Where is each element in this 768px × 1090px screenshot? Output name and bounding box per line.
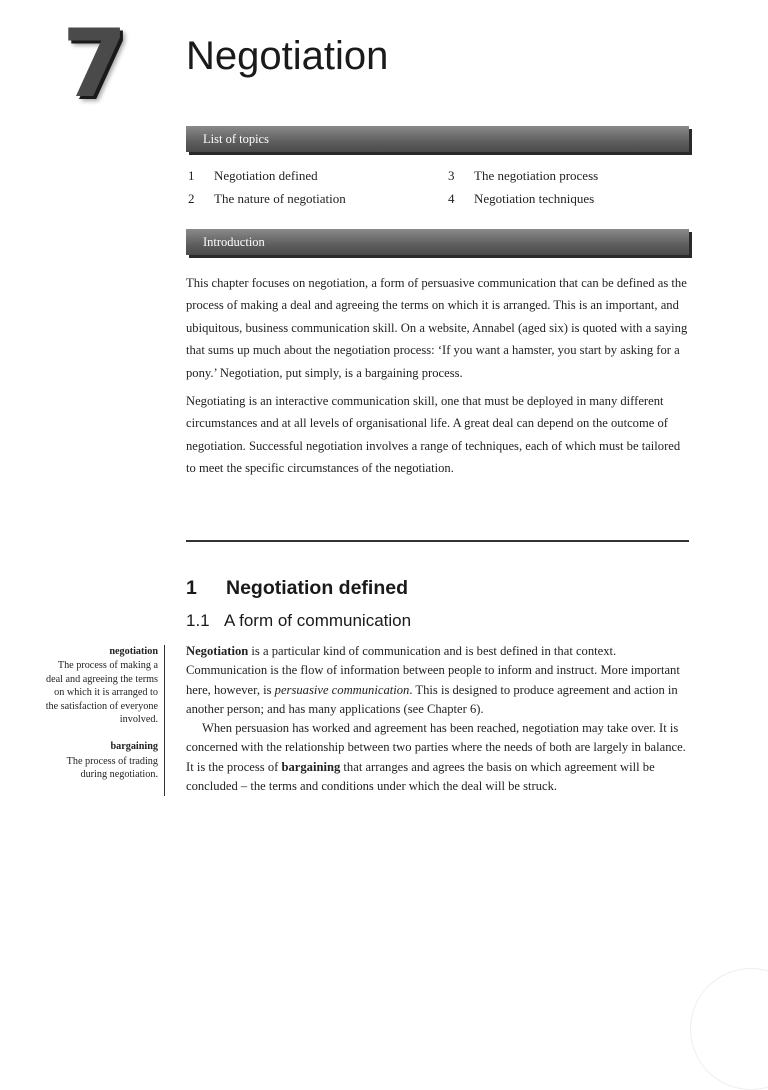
intro-paragraph: Negotiating is an interactive communication skill, one that must be deployed in many different circumstances and at all levels of organisational life. A great deal can depend on the outcome of negotiation. Successful negotiation involves a range of techniques, each of which must be tailored to meet the specific circumstances of the negotiation.	[186, 394, 681, 476]
body-span: . This is designed to produce agreement and action in another person; and has many applications (see Chapter 6).	[186, 682, 678, 716]
margin-glossary	[40, 645, 165, 796]
section-divider	[186, 540, 689, 542]
topic-item	[188, 191, 346, 207]
page-corner-mark	[690, 968, 768, 1090]
introduction-bar: Introduction	[186, 229, 689, 255]
topic-item	[448, 191, 594, 207]
body-paragraph	[186, 642, 691, 719]
subsection-heading	[186, 611, 411, 631]
glossary-term: bargaining	[110, 741, 158, 753]
intro-paragraph: This chapter focuses on negotiation, a form of persuasive communication that can be defined as the process of making a deal and agreeing the terms on which it is arranged. This is an important, and ubiquitous, business communication skill. On a website, Annabel (aged six) is quoted with a saying that sums up much about the negotiation process: ‘If you want a hamster, you start by asking for a pony.’ Negotiation, put simply, is a bargaining process.	[186, 276, 688, 380]
section-title: Negotiation defined	[226, 577, 408, 599]
glossary-term: negotiation	[109, 646, 158, 657]
topic-number: 1	[188, 168, 195, 183]
topic-item	[448, 168, 598, 184]
body-span: that arranges and agrees the basis on which agreement will be concluded – the terms and conditions under which the deal will be struck.	[186, 759, 655, 794]
section-number: 1	[186, 577, 197, 599]
topics-bar: List of topics	[186, 126, 689, 152]
subsection-title: A form of communication	[224, 611, 412, 630]
topic-label: The nature of negotiation	[214, 191, 346, 206]
topic-item	[188, 168, 318, 184]
topic-label: Negotiation defined	[214, 168, 318, 183]
topic-label: The negotiation process	[474, 168, 599, 183]
topic-label: Negotiation techniques	[474, 191, 595, 206]
topic-number: 3	[448, 168, 455, 183]
glossary-definition: The process of making a deal and agreeing the terms on which it is arranged to the satisfaction of everyone involved.	[45, 660, 158, 726]
body-span: is a particular kind of communication and is best defined in that context. Communication is the flow of information between people to inform and instruct. More important here, however, is	[186, 644, 680, 697]
topic-number: 4	[448, 191, 455, 206]
key-term: bargaining	[281, 759, 341, 774]
emphasis: persuasive communication	[274, 682, 410, 697]
glossary-definition: The process of trading during negotiation.	[66, 755, 158, 781]
body-text	[186, 642, 691, 796]
chapter-title: Negotiation	[186, 34, 389, 78]
body-span: When persuasion has worked and agreement has been reached, negotiation may take over. It is concerned with the relationship between two parties where the needs of both are largely in balance. It is the process of	[186, 721, 686, 774]
introduction-text	[186, 272, 691, 486]
key-term: Negotiation	[186, 644, 249, 658]
chapter-number: 7	[62, 10, 126, 119]
section-heading	[186, 577, 408, 600]
subsection-number: 1.1	[186, 611, 210, 630]
body-paragraph	[186, 719, 691, 796]
topic-number: 2	[188, 191, 195, 206]
